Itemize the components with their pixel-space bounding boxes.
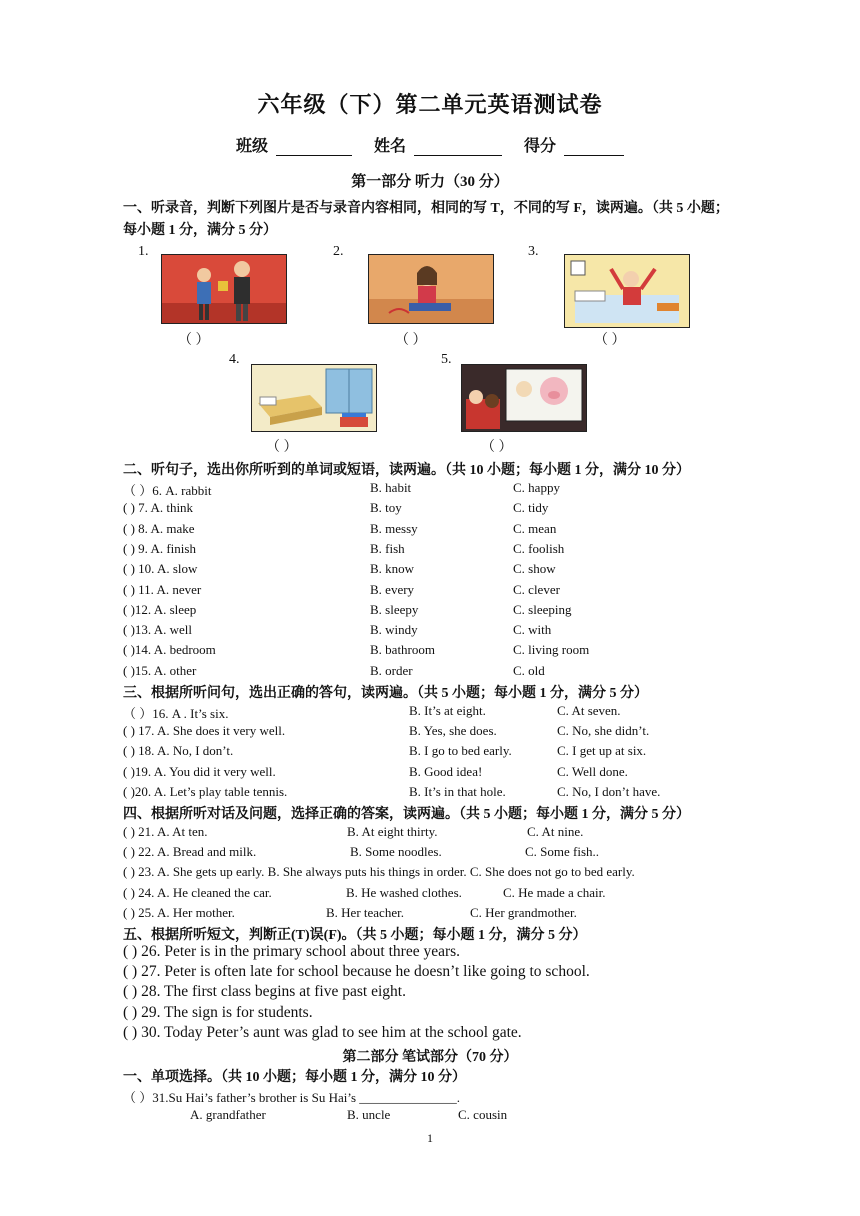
sec4-row-1-b: B. At eight thirty.	[347, 824, 438, 839]
sec5-statement-30: ( ) 30. Today Peter’s aunt was glad to see him at the school gate.	[123, 1023, 522, 1041]
student-info-line	[0, 133, 860, 156]
class-blank[interactable]	[276, 139, 352, 156]
sec2-row-7-c: C. sleeping	[513, 601, 572, 617]
sec4-row-1-c: C. At nine.	[527, 824, 584, 839]
answer-blank-2[interactable]: （ ）	[395, 333, 427, 348]
name-label: 姓名	[373, 138, 406, 155]
sec2-row-2-c: C. tidy	[513, 500, 549, 516]
question-31-option-a: A. grandfather	[190, 1107, 266, 1122]
sec2-row-9-c: C. living room	[513, 642, 590, 658]
sec2-row-1-q: （ ）6. A. rabbit	[123, 483, 212, 498]
sec4-row-2-b: B. Some noodles.	[350, 844, 442, 860]
sec2-row-9-b: B. bathroom	[370, 642, 435, 658]
sec4-heading: 四、根据所听对话及问题，选择正确的答案，读两遍。（共 5 小题；每小题 1 分，满分 5 分）	[123, 807, 690, 822]
picture-number-3: 3.	[528, 244, 539, 259]
score-blank[interactable]	[564, 139, 624, 156]
sec2-row-1-b: B. habit	[370, 480, 412, 495]
question-31-option-b: B. uncle	[347, 1107, 391, 1122]
sec3-row-4-b: B. Good idea!	[409, 763, 483, 779]
part2-heading: 第二部分 笔试部分（70 分）	[342, 1050, 518, 1065]
sec4-row-2-c: C. Some fish..	[525, 844, 600, 860]
sec2-row-10-q: ( )15. A. other	[123, 662, 197, 678]
sec2-row-7-b: B. sleepy	[370, 601, 419, 617]
sec2-row-5-q: ( ) 10. A. slow	[123, 561, 198, 577]
sec2-row-8-b: B. windy	[370, 622, 418, 638]
sec3-row-3-b: B. I go to bed early.	[409, 743, 512, 759]
sec3-row-4-c: C. Well done.	[557, 763, 628, 779]
sec2-heading: 二、听句子，选出你所听到的单词或短语，读两遍。（共 10 小题；每小题 1 分，满分 10 分）	[123, 463, 690, 478]
picture-number-1: 1.	[138, 244, 149, 259]
sec2-row-2-b: B. toy	[370, 500, 402, 516]
sec5-statement-29: ( ) 29. The sign is for students.	[123, 1003, 313, 1021]
sec3-row-1-b: B. It’s at eight.	[409, 703, 486, 718]
sec2-row-6-c: C. clever	[513, 581, 560, 597]
sec4-row-5-c: C. Her grandmother.	[470, 904, 577, 920]
sec2-row-4-q: ( ) 9. A. finish	[123, 540, 196, 556]
sec2-row-9-q: ( )14. A. bedroom	[123, 642, 216, 658]
sec3-row-3-c: C. I get up at six.	[557, 743, 647, 759]
sec4-row-4-q: ( ) 24. A. He cleaned the car.	[123, 884, 272, 900]
sec5-statement-26: ( ) 26. Peter is in the primary school about three years.	[123, 943, 461, 960]
sec3-row-4-q: ( )19. A. You did it very well.	[123, 763, 276, 779]
class-label: 班级	[235, 138, 268, 155]
sec3-row-3-q: ( ) 18. A. No, I don’t.	[123, 743, 234, 759]
sec3-row-5-c: C. No, I don’t have.	[557, 783, 661, 799]
part2-sec1-heading: 一、单项选择。（共 10 小题；每小题 1 分，满分 10 分）	[123, 1070, 466, 1085]
sec2-row-2-q: ( ) 7. A. think	[123, 500, 194, 516]
answer-blank-1[interactable]: （ ）	[178, 333, 210, 348]
sec2-row-3-q: ( ) 8. A. make	[123, 520, 195, 536]
sec2-row-7-q: ( )12. A. sleep	[123, 601, 197, 617]
name-blank[interactable]	[414, 139, 502, 156]
sec1-heading-line1: 一、听录音，判断下列图片是否与录音内容相同，相同的写 T，不同的写 F，读两遍。（共 5 小题；	[123, 201, 729, 216]
sec4-row-1-q: ( ) 21. A. At ten.	[123, 824, 208, 839]
girl-sitting-picture	[368, 254, 494, 324]
sec2-row-5-b: B. know	[370, 561, 415, 577]
sec5-statement-27: ( ) 27. Peter is often late for school because he doesn’t like going to school.	[123, 963, 590, 981]
kids-watching-tv-picture	[461, 364, 587, 432]
sec2-row-6-q: ( ) 11. A. never	[123, 581, 202, 597]
score-label: 得分	[524, 138, 557, 155]
part1-heading: 第一部分 听力（30 分）	[351, 174, 509, 190]
page-title: 六年级（下）第二单元英语测试卷	[257, 92, 603, 117]
answer-blank-5[interactable]: （ ）	[481, 440, 513, 455]
sec4-row-5-b: B. Her teacher.	[326, 904, 404, 920]
tidy-bedroom-picture	[251, 364, 377, 432]
award-ceremony-picture	[161, 254, 287, 324]
sec2-row-3-c: C. mean	[513, 520, 557, 536]
page-number: 1	[427, 1131, 433, 1145]
question-31: （ ）31.Su Hai’s father’s brother is Su Hai’s _______________.	[123, 1090, 461, 1105]
sec4-row-4-b: B. He washed clothes.	[346, 884, 462, 900]
sec2-row-4-b: B. fish	[370, 540, 405, 556]
answer-blank-3[interactable]: （ ）	[594, 333, 626, 348]
sec4-row-5-q: ( ) 25. A. Her mother.	[123, 904, 235, 920]
sec2-row-1-c: C. happy	[513, 480, 560, 495]
sec3-row-5-q: ( )20. A. Let’s play table tennis.	[123, 783, 288, 799]
picture-number-5: 5.	[441, 352, 452, 367]
question-31-option-c: C. cousin	[458, 1107, 508, 1122]
boy-waking-up-picture	[564, 254, 690, 328]
sec5-statement-28: ( ) 28. The first class begins at five past eight.	[123, 983, 406, 1001]
sec4-row-4-c: C. He made a chair.	[503, 884, 606, 900]
sec3-row-1-c: C. At seven.	[557, 703, 621, 718]
sec3-row-1-q: （ ）16. A . It’s six.	[123, 706, 229, 721]
sec2-row-3-b: B. messy	[370, 520, 418, 536]
sec2-row-10-b: B. order	[370, 662, 413, 678]
sec3-heading: 三、根据所听问句，选出正确的答句，读两遍。（共 5 小题；每小题 1 分，满分 5 分）	[123, 686, 648, 701]
answer-blank-4[interactable]: （ ）	[266, 440, 298, 455]
sec2-row-10-c: C. old	[513, 662, 545, 678]
sec2-row-5-c: C. show	[513, 561, 556, 577]
picture-number-2: 2.	[333, 244, 344, 259]
picture-number-4: 4.	[229, 352, 240, 367]
sec4-row-3-q: ( ) 23. A. She gets up early. B. She always puts his things in order. C. She does not go to bed early.	[123, 864, 635, 880]
sec1-heading-line2: 每小题 1 分，满分 5 分）	[123, 223, 277, 238]
sec3-row-2-b: B. Yes, she does.	[409, 723, 497, 739]
sec2-row-4-c: C. foolish	[513, 540, 565, 556]
sec2-row-8-c: C. with	[513, 622, 552, 638]
sec3-row-2-q: ( ) 17. A. She does it very well.	[123, 723, 286, 739]
sec3-row-2-c: C. No, she didn’t.	[557, 723, 650, 739]
sec3-row-5-b: B. It’s in that hole.	[409, 783, 506, 799]
sec4-row-2-q: ( ) 22. A. Bread and milk.	[123, 844, 257, 860]
sec2-row-6-b: B. every	[370, 581, 415, 597]
sec2-row-8-q: ( )13. A. well	[123, 622, 192, 638]
sec5-heading: 五、根据所听短文，判断正(T)误(F)。（共 5 小题；每小题 1 分，满分 5 分）	[123, 928, 587, 943]
